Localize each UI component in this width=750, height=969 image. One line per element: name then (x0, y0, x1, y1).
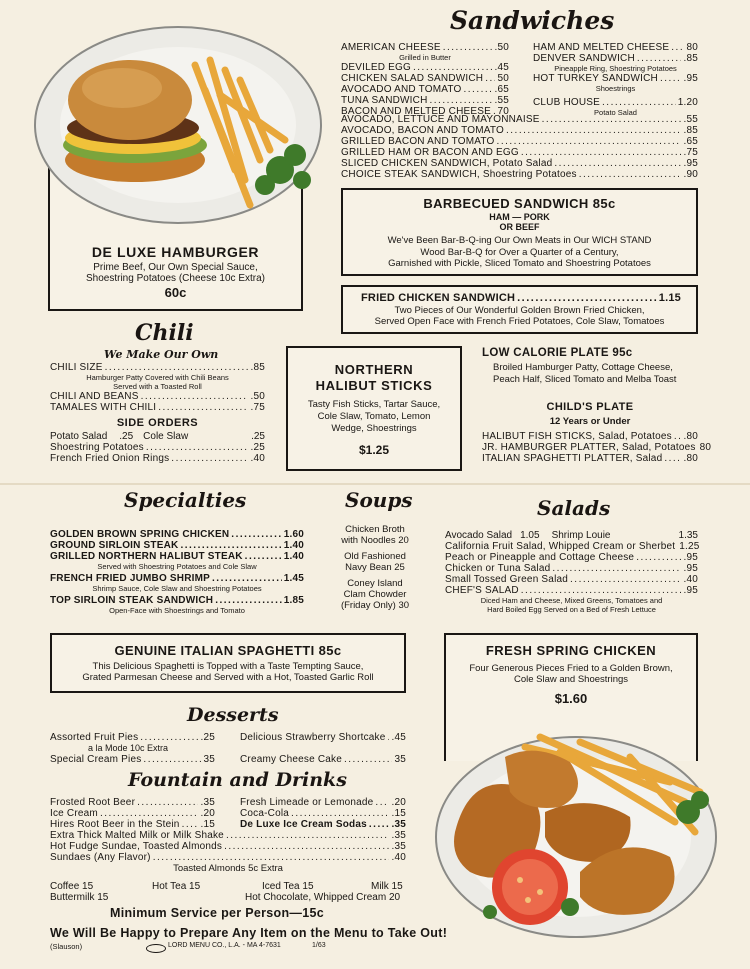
menu-item: HAM AND MELTED CHEESE ..... 80 (533, 42, 698, 53)
halibut-title-2: HALIBUT STICKS (315, 378, 433, 393)
hot-chocolate: Hot Chocolate, Whipped Cream 20 (245, 892, 401, 903)
item-note: Hamburger Patty Covered with Chili Beans (86, 373, 229, 382)
fountain-right (240, 797, 406, 830)
menu-item: SLICED CHICKEN SANDWICH, Potato Salad ..... .95 (341, 158, 698, 169)
fountain-title: Fountain and Drinks (128, 769, 347, 791)
menu-item: GRILLED BACON AND TOMATO ..... .65 (341, 136, 698, 147)
menu-item: AVOCADO AND TOMATO ..... .65 (341, 84, 509, 95)
spaghetti-desc-2: Grated Parmesan Cheese and Served with a Hot, Toasted Garlic Roll (82, 672, 374, 683)
menu-item: CHICKEN SALAD SANDWICH ..... 50 (341, 73, 509, 84)
menu-item: GRILLED HAM OR BACON AND EGG ..... .75 (341, 147, 698, 158)
fried-chicken-image (430, 722, 726, 944)
item-note: Grilled in Butter (399, 53, 451, 62)
menu-item: Coca-Cola ..... .15 (240, 808, 406, 819)
menu-item: Fresh Limeade or Lemonade ..... .20 (240, 797, 406, 808)
iced-tea: Iced Tea 15 (262, 881, 314, 892)
item-note: Diced Ham and Cheese, Mixed Greens, Tomatoes and (480, 596, 663, 605)
menu-item: French Fried Onion Rings ..... .40 (50, 453, 265, 464)
spring-chicken-price: $1.60 (554, 691, 588, 706)
item-note: Served with Shoestring Potatoes and Cole Slaw (97, 562, 257, 571)
fried-chicken-sandwich-name: FRIED CHICKEN SANDWICH (361, 292, 516, 304)
printer-credit: LORD MENU CO., L.A. - MA 4-7631 (168, 942, 281, 949)
low-cal-desc-2: Peach Half, Sliced Tomato and Melba Toast (493, 374, 677, 385)
menu-item: Potato Salad .25 Cole Slaw .25 (50, 431, 265, 442)
menu-item: AMERICAN CHEESE ..... .50 (341, 42, 509, 53)
menu-item: GOLDEN BROWN SPRING CHICKEN ..... 1.60 (50, 529, 304, 540)
chili-title: Chili (135, 320, 194, 346)
hot-tea: Hot Tea 15 (152, 881, 201, 892)
menu-item: AVOCADO, LETTUCE AND MAYONNAISE ..... .55 (341, 114, 698, 125)
bbq-desc-3: Garnished with Pickle, Sliced Tomato and Shoestring Potatoes (388, 258, 651, 269)
menu-item: Hot Fudge Sundae, Toasted Almonds ..... .35 (50, 841, 406, 852)
halibut-desc-1: Tasty Fish Sticks, Tartar Sauce, (307, 399, 441, 410)
bbq-title: BARBECUED SANDWICH 85c (423, 196, 616, 211)
menu-item: JR. HAMBURGER PLATTER, Salad, Potatoes 80 (482, 442, 712, 453)
minimum-service: Minimum Service per Person—15c (110, 906, 324, 920)
menu-item: Chicken or Tuna Salad ..... .95 (445, 563, 698, 574)
low-cal-desc-1: Broiled Hamburger Patty, Cottage Cheese, (493, 362, 673, 373)
menu-item: GROUND SIRLOIN STEAK ..... 1.40 (50, 540, 304, 551)
menu-item: DEVILED EGG ..... .45 (341, 62, 509, 73)
menu-item: California Fruit Salad, Whipped Cream or Sherbet 1.25 (445, 541, 700, 552)
menu-item: TUNA SANDWICH ..... .55 (341, 95, 509, 106)
menu-item: CHEF'S SALAD ..... .95 (445, 585, 698, 596)
childs-plate-title: CHILD'S PLATE (546, 401, 634, 413)
buttermilk: Buttermilk 15 (50, 892, 109, 903)
hamburger-title: DE LUXE HAMBURGER (91, 244, 260, 260)
print-code: 1/63 (312, 942, 326, 949)
menu-item: CHILI AND BEANS ..... .50 (50, 391, 265, 402)
item-note: Served with a Toasted Roll (113, 382, 202, 391)
bbq-desc-2: Wood Bar-B-Q for Over a Quarter of a Century, (420, 247, 619, 258)
soups-title: Soups (345, 488, 413, 512)
menu-item: Peach or Pineapple and Cottage Cheese ..... .95 (445, 552, 698, 563)
sandwiches-full-list (341, 114, 698, 180)
specialties-list (50, 529, 304, 615)
menu-item: Frosted Root Beer ..... .35 (50, 797, 215, 808)
chili-subtitle: We Make Our Own (104, 348, 219, 361)
halibut-title-1: NORTHERN (334, 362, 414, 377)
take-out-notice: We Will Be Happy to Prepare Any Item on the Menu to Take Out! (50, 926, 448, 940)
menu-item: Sundaes (Any Flavor) ..... .40 (50, 852, 406, 863)
menu-item: TAMALES WITH CHILI ..... .75 (50, 402, 265, 413)
bbq-line-2: OR BEEF (499, 222, 540, 232)
menu-item: CHOICE STEAK SANDWICH, Shoestring Potatoes ..... .90 (341, 169, 698, 180)
chili-list (50, 362, 265, 413)
spring-chicken-desc-2: Cole Slaw and Shoestrings (513, 674, 629, 685)
sandwiches-left-list (341, 42, 509, 117)
soup-item: Coney Island Clam Chowder (Friday Only) 30 (340, 578, 410, 611)
fried-chicken-desc-2: Served Open Face with French Fried Potatoes, Cole Slaw, Tomatoes (374, 316, 665, 327)
item-note: Shrimp Sauce, Cole Slaw and Shoestring Potatoes (92, 584, 262, 593)
low-cal-title: LOW CALORIE PLATE 95c (482, 347, 633, 359)
side-orders-title: SIDE ORDERS (116, 417, 199, 429)
menu-item: Small Tossed Green Salad ..... .40 (445, 574, 698, 585)
halibut-desc-3: Wedge, Shoestrings (331, 423, 417, 434)
soups-list (322, 524, 428, 611)
menu-item: Delicious Strawberry Shortcake ..... .45 (240, 732, 406, 743)
bbq-desc-1: We've Been Bar-B-Q-ing Our Own Meats in Our WICH STAND (387, 235, 652, 246)
sandwiches-title: Sandwiches (450, 6, 615, 35)
menu-item: TOP SIRLOIN STEAK SANDWICH ..... 1.85 (50, 595, 304, 606)
fried-chicken-desc-1: Two Pieces of Our Wonderful Golden Brown Fried Chicken, (394, 305, 645, 316)
menu-item: GRILLED NORTHERN HALIBUT STEAK ..... 1.40 (50, 551, 304, 562)
hamburger-desc-1: Prime Beef, Our Own Special Sauce, (93, 262, 258, 273)
specialties-title: Specialties (124, 488, 247, 512)
page-fold (0, 483, 750, 485)
item-note: Shoestrings (595, 84, 636, 93)
soup-item: Old Fashioned Navy Bean 25 (344, 551, 406, 573)
salads-list (445, 530, 698, 614)
spaghetti-title: GENUINE ITALIAN SPAGHETTI 85c (114, 643, 342, 658)
fountain-full (50, 830, 406, 863)
menu-item: DENVER SANDWICH ..... .85 (533, 53, 698, 64)
salads-title: Salads (537, 496, 611, 520)
fountain-left (50, 797, 215, 830)
item-note: Open-Face with Shoestrings and Tomato (109, 606, 245, 615)
menu-item: Special Cream Pies ..... 35 (50, 754, 215, 765)
desserts-title: Desserts (187, 704, 279, 726)
fried-chicken-sandwich-row (361, 292, 681, 305)
sandwiches-right-list (533, 42, 698, 117)
spring-chicken-desc-1: Four Generous Pieces Fried to a Golden Brown, (469, 663, 673, 674)
side-orders-list (50, 431, 265, 464)
hamburger-image (30, 20, 325, 230)
menu-item: Ice Cream ..... .20 (50, 808, 215, 819)
halibut-desc-2: Cole Slaw, Tomato, Lemon (317, 411, 431, 422)
slauson-label: (Slauson) (50, 942, 83, 951)
coffee: Coffee 15 (50, 881, 94, 892)
menu-item: HALIBUT FISH STICKS, Salad, Potatoes ..... .80 (482, 431, 698, 442)
menu-item: ITALIAN SPAGHETTI PLATTER, Salad ..... .80 (482, 453, 698, 464)
printer-logo (146, 944, 166, 953)
menu-item: Hires Root Beer in the Stein ..... .15 (50, 819, 215, 830)
almonds-note: Toasted Almonds 5c Extra (173, 863, 283, 874)
bbq-line-1: HAM — PORK (489, 212, 550, 222)
soup-item: Chicken Broth with Noodles 20 (341, 524, 409, 546)
childs-plate-list (482, 431, 712, 464)
halibut-price: $1.25 (358, 443, 390, 457)
menu-item: Avocado Salad 1.05 Shrimp Louie 1.35 (445, 530, 698, 541)
hamburger-desc-2: Shoestring Potatoes (Cheese 10c Extra) (86, 273, 265, 284)
menu-item: Assorted Fruit Pies ..... .25 (50, 732, 215, 743)
spring-chicken-title: FRESH SPRING CHICKEN (485, 643, 657, 658)
desserts-left (50, 732, 215, 765)
menu-item: CLUB HOUSE ..... 1.20 (533, 97, 698, 108)
fried-chicken-sandwich-price: 1.15 (658, 292, 681, 304)
menu-item: BACON AND MELTED CHEESE ..... 70 (341, 106, 509, 117)
item-note: Potato Salad (594, 108, 637, 117)
menu-item: Shoestring Potatoes ..... .25 (50, 442, 265, 453)
menu-item: Extra Thick Malted Milk or Milk Shake ..... .35 (50, 830, 406, 841)
item-note: a la Mode 10c Extra (88, 743, 169, 753)
menu-item: Creamy Cheese Cake ..... 35 (240, 754, 406, 765)
menu-item: De Luxe Ice Cream Sodas ..... .35 (240, 819, 406, 830)
desserts-right (240, 732, 406, 765)
spaghetti-desc-1: This Delicious Spaghetti is Topped with a Taste Tempting Sauce, (92, 661, 364, 672)
menu-item: AVOCADO, BACON AND TOMATO ..... .85 (341, 125, 698, 136)
childs-plate-subtitle: 12 Years or Under (549, 416, 631, 427)
item-note: Pineapple Ring, Shoestring Potatoes (554, 64, 677, 73)
menu-item: CHILI SIZE ..... .85 (50, 362, 265, 373)
milk: Milk 15 (371, 881, 403, 892)
menu-item: FRENCH FRIED JUMBO SHRIMP ..... 1.45 (50, 573, 304, 584)
hamburger-price: 60c (164, 285, 187, 300)
menu-item: HOT TURKEY SANDWICH ..... .95 (533, 73, 698, 84)
item-note: Hard Boiled Egg Served on a Bed of Fresh Lettuce (487, 605, 656, 614)
